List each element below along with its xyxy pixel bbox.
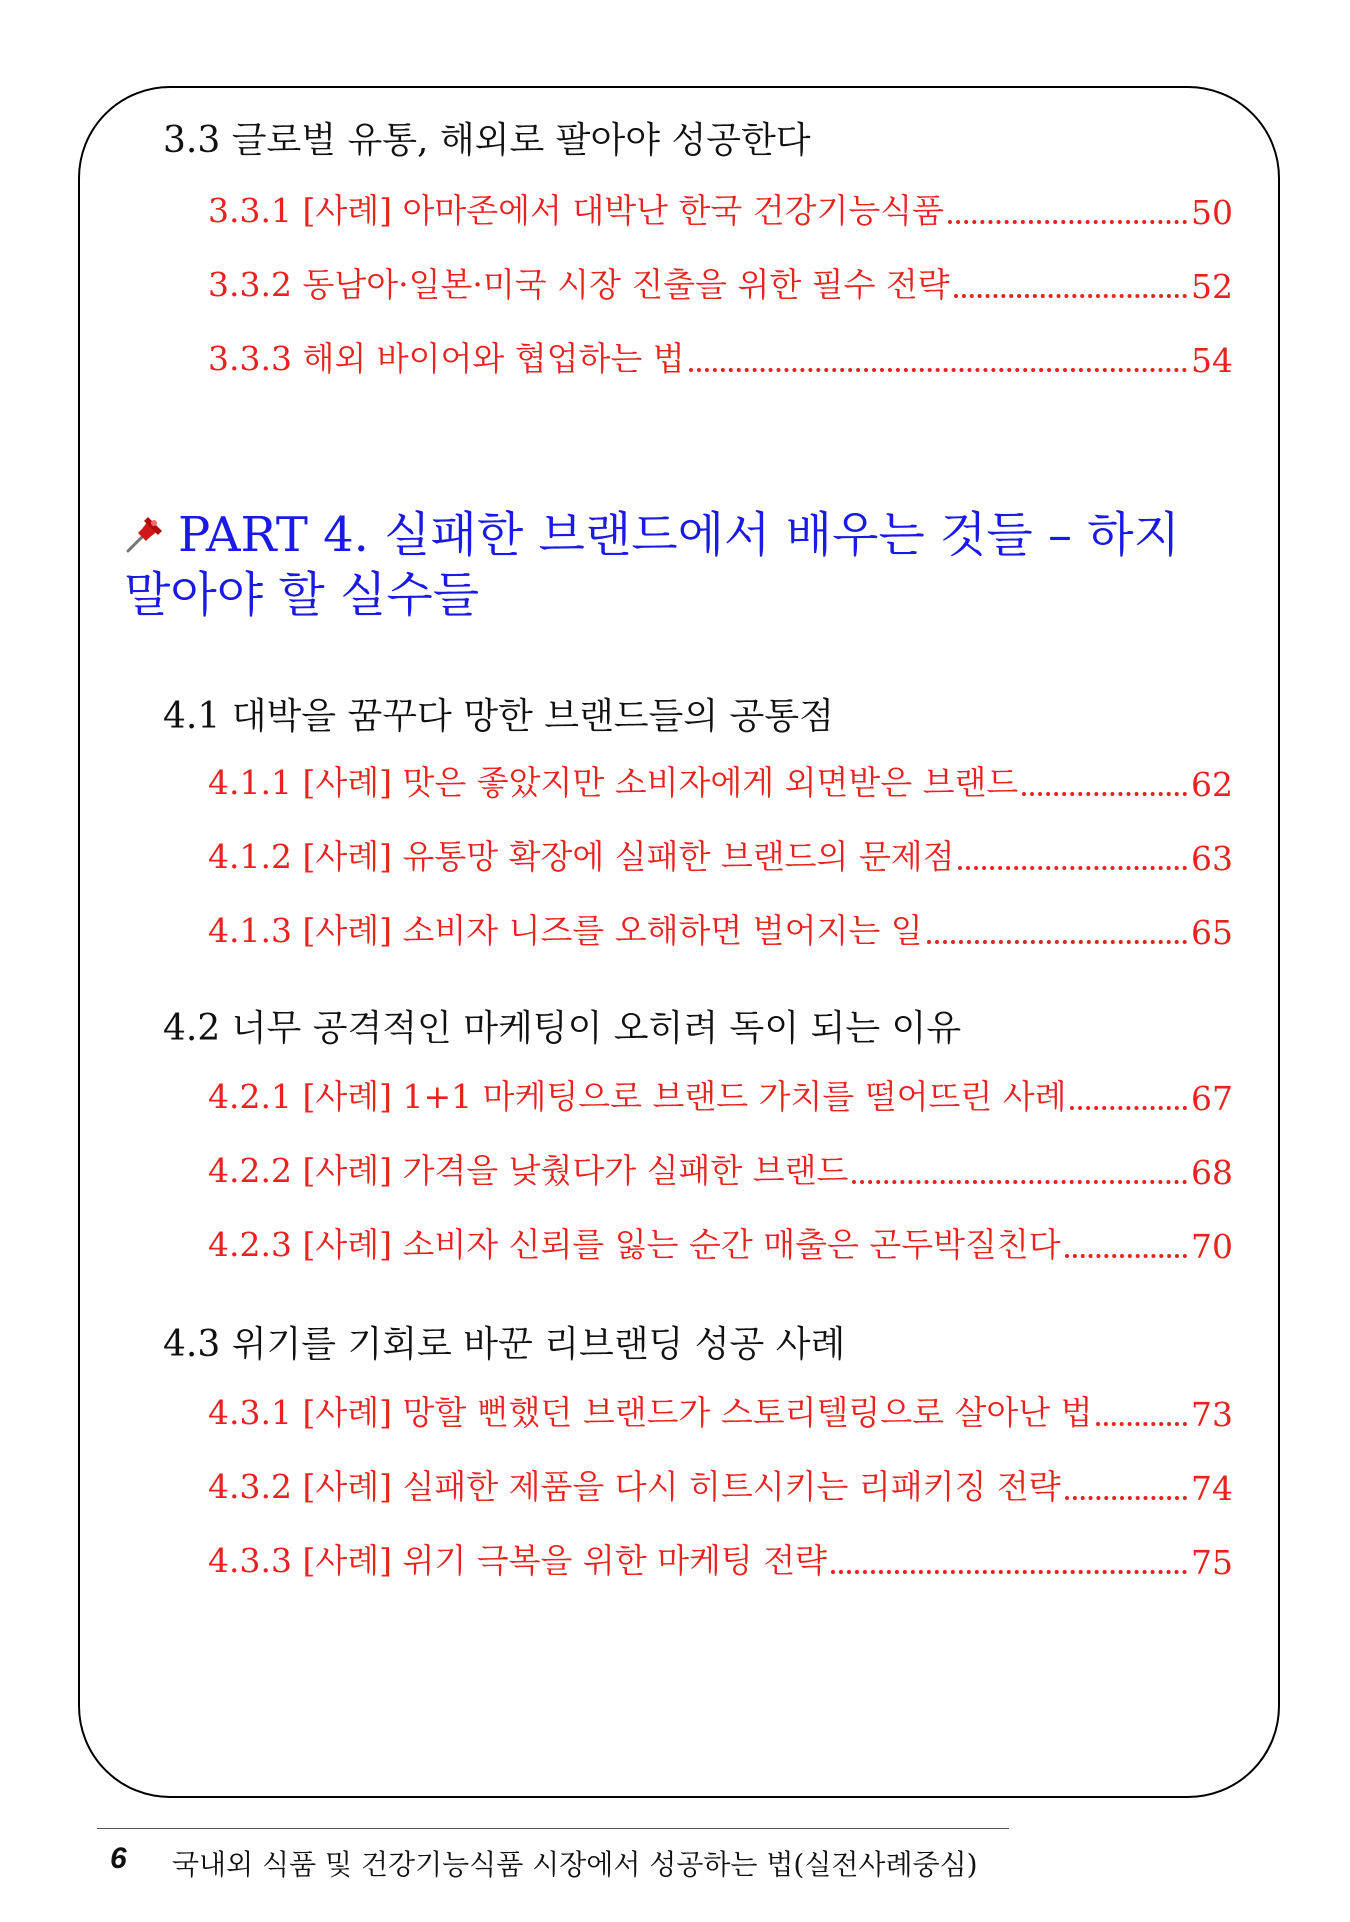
toc-item-3-3-1[interactable] [208, 188, 1233, 232]
toc-item-page: 52 [1191, 267, 1233, 306]
dot-leader [1065, 1496, 1187, 1500]
toc-item-4-2-3[interactable] [208, 1222, 1233, 1266]
toc-item-label: 4.2.2 [사례] 가격을 낮췄다가 실패한 브랜드 [208, 1151, 849, 1190]
dot-leader [958, 866, 1187, 870]
toc-item-page: 75 [1191, 1543, 1233, 1582]
toc-item-label: 4.2.3 [사례] 소비자 신뢰를 잃는 순간 매출은 곤두박질친다 [208, 1225, 1061, 1264]
dot-leader [831, 1570, 1187, 1574]
section-title-4-2: 4.2 너무 공격적인 마케팅이 오히려 독이 되는 이유 [163, 1008, 962, 1049]
footer-book-title: 국내외 식품 및 건강기능식품 시장에서 성공하는 법(실전사례중심) [172, 1848, 978, 1881]
part-title-line1: PART 4. 실패한 브랜드에서 배우는 것들 – 하지 [178, 507, 1180, 563]
toc-item-label: 4.3.2 [사례] 실패한 제품을 다시 히트시키는 리패키징 전략 [208, 1467, 1061, 1506]
toc-item-3-3-2[interactable] [208, 262, 1233, 306]
toc-item-page: 70 [1191, 1227, 1233, 1266]
toc-item-4-2-1[interactable] [208, 1074, 1233, 1118]
toc-item-page: 54 [1191, 341, 1233, 380]
part-title-line2: 말아야 할 실수들 [124, 567, 480, 623]
dot-leader [689, 368, 1187, 372]
section-title-3-3: 3.3 글로벌 유통, 해외로 팔아야 성공한다 [163, 120, 811, 161]
dot-leader [927, 940, 1187, 944]
toc-item-label: 4.1.3 [사례] 소비자 니즈를 오해하면 벌어지는 일 [208, 911, 923, 950]
toc-item-page: 68 [1191, 1153, 1233, 1192]
toc-item-label: 3.3.3 해외 바이어와 협업하는 법 [208, 339, 685, 378]
dot-leader [852, 1180, 1187, 1184]
part-title [124, 505, 1224, 625]
toc-item-label: 4.3.1 [사례] 망할 뻔했던 브랜드가 스토리텔링으로 살아난 법 [208, 1393, 1093, 1432]
toc-item-4-1-2[interactable] [208, 834, 1233, 878]
toc-item-page: 62 [1191, 765, 1233, 804]
toc-item-label: 4.1.2 [사례] 유통망 확장에 실패한 브랜드의 문제점 [208, 837, 955, 876]
toc-item-label: 3.3.2 동남아·일본·미국 시장 진출을 위한 필수 전략 [208, 265, 950, 304]
section-title-4-1: 4.1 대박을 꿈꾸다 망한 브랜드들의 공통점 [163, 696, 834, 737]
toc-item-label: 4.3.3 [사례] 위기 극복을 위한 마케팅 전략 [208, 1541, 827, 1580]
dot-leader [1096, 1422, 1187, 1426]
toc-item-label: 3.3.1 [사례] 아마존에서 대박난 한국 건강기능식품 [208, 191, 944, 230]
toc-item-4-3-3[interactable] [208, 1538, 1233, 1582]
toc-item-4-1-3[interactable] [208, 908, 1233, 952]
footer-divider [97, 1828, 1009, 1829]
toc-item-page: 65 [1191, 913, 1233, 952]
toc-item-3-3-3[interactable] [208, 336, 1233, 380]
dot-leader [948, 220, 1187, 224]
toc-item-page: 73 [1191, 1395, 1233, 1434]
dot-leader [1022, 792, 1187, 796]
pushpin-icon [124, 511, 168, 555]
dot-leader [1065, 1254, 1187, 1258]
toc-item-page: 67 [1191, 1079, 1233, 1118]
toc-item-4-2-2[interactable] [208, 1148, 1233, 1192]
toc-item-4-3-1[interactable] [208, 1390, 1233, 1434]
toc-item-page: 74 [1191, 1469, 1233, 1508]
toc-item-label: 4.1.1 [사례] 맛은 좋았지만 소비자에게 외면받은 브랜드 [208, 763, 1019, 802]
toc-item-page: 63 [1191, 839, 1233, 878]
dot-leader [954, 294, 1187, 298]
toc-item-4-1-1[interactable] [208, 760, 1233, 804]
toc-item-4-3-2[interactable] [208, 1464, 1233, 1508]
section-title-4-3: 4.3 위기를 기회로 바꾼 리브랜딩 성공 사례 [163, 1324, 846, 1365]
toc-item-label: 4.2.1 [사례] 1+1 마케팅으로 브랜드 가치를 떨어뜨린 사례 [208, 1077, 1067, 1116]
toc-item-page: 50 [1191, 193, 1233, 232]
dot-leader [1070, 1106, 1187, 1110]
footer-page-number: 6 [110, 1842, 127, 1875]
